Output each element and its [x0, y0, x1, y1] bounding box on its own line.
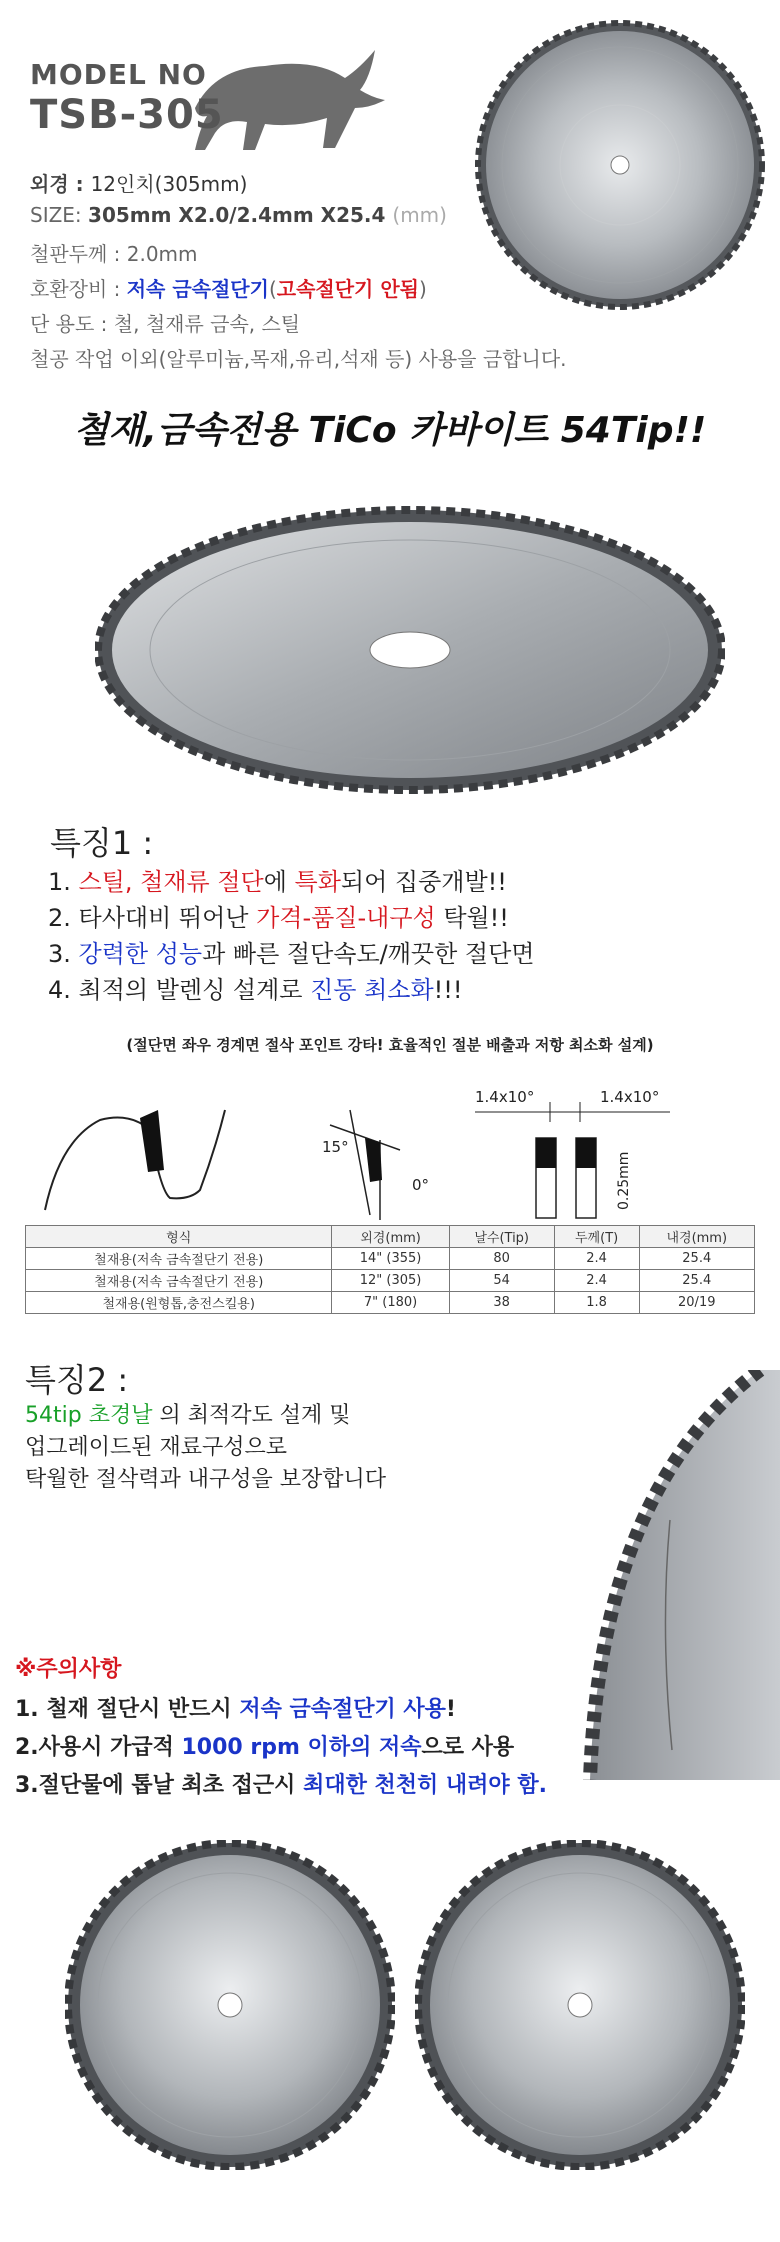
table-cell: 12" (305) — [332, 1270, 449, 1292]
table-header-cell: 형식 — [26, 1226, 332, 1248]
spec-table — [25, 1225, 755, 1314]
feature1-item: 1. 스틸, 철재류 절단에 특화되어 집중개발!! — [48, 868, 507, 896]
feature1-item: 2. 타사대비 뛰어난 가격-품질-내구성 탁월!! — [48, 904, 509, 932]
table-cell: 25.4 — [639, 1270, 754, 1292]
feature1-item: 3. 강력한 성능과 빠른 절단속도/깨끗한 절단면 — [48, 940, 535, 968]
table-cell: 25.4 — [639, 1248, 754, 1270]
depth-label: 0.25mm — [616, 1151, 632, 1210]
bevel-left-label: 1.4x10° — [475, 1088, 535, 1106]
table-header-row — [26, 1226, 755, 1248]
table-row — [26, 1270, 755, 1292]
headline: 철재,금속전용 TiCo 카바이트 54Tip!! — [73, 410, 707, 451]
feature2-title: 특징2 : — [25, 1361, 129, 1399]
angle-0-label: 0° — [412, 1176, 430, 1194]
tooth-geometry-diagram — [40, 1080, 740, 1220]
table-header-cell: 날수(Tip) — [449, 1226, 554, 1248]
spec-thickness: 철판두께 : 2.0mm — [30, 242, 198, 266]
saw-blade-angled-image — [95, 505, 725, 795]
model-label: MODEL NO — [30, 58, 207, 91]
saw-blade-bottom-right-image — [415, 1840, 745, 2170]
feature2-line: 탁월한 절삭력과 내구성을 보장합니다 — [25, 1467, 387, 1492]
caution-item: 2.사용시 가급적 1000 rpm 이하의 저속으로 사용 — [15, 1735, 515, 1760]
table-header-cell: 두께(T) — [554, 1226, 639, 1248]
feature1-item: 4. 최적의 발렌싱 설계로 진동 최소화!!! — [48, 976, 463, 1004]
model-code: TSB-305 — [30, 92, 224, 138]
table-header-cell: 내경(mm) — [639, 1226, 754, 1248]
table-cell: 철재용(원형톱,충전스킬용) — [26, 1292, 332, 1314]
spec-size: SIZE: 305mm X2.0/2.4mm X25.4 (mm) — [30, 203, 447, 227]
spec-compat: 호환장비 : 저속 금속절단기(고속절단기 안됨) — [30, 277, 427, 301]
table-cell: 7" (180) — [332, 1292, 449, 1314]
table-header-cell: 외경(mm) — [332, 1226, 449, 1248]
saw-blade-bottom-left-image — [65, 1840, 395, 2170]
feature2-line: 54tip 초경날 의 최적각도 설계 및 — [25, 1403, 351, 1428]
spec-prohibit: 철공 작업 이외(알루미늄,목재,유리,석재 등) 사용을 금합니다. — [30, 347, 567, 371]
table-row — [26, 1248, 755, 1270]
table-cell: 14" (355) — [332, 1248, 449, 1270]
table-cell: 철재용(저속 금속절단기 전용) — [26, 1248, 332, 1270]
saw-blade-closeup-image — [560, 1370, 780, 1780]
caution-title: ※주의사항 — [15, 1657, 122, 1682]
table-cell: 20/19 — [639, 1292, 754, 1314]
bevel-right-label: 1.4x10° — [600, 1088, 660, 1106]
caution-item: 1. 철재 절단시 반드시 저속 금속절단기 사용! — [15, 1697, 456, 1722]
angle-15-label: 15° — [322, 1138, 349, 1156]
table-cell: 1.8 — [554, 1292, 639, 1314]
table-cell: 철재용(저속 금속절단기 전용) — [26, 1270, 332, 1292]
table-cell: 38 — [449, 1292, 554, 1314]
spec-use: 단 용도 : 철, 철재류 금속, 스틸 — [30, 312, 301, 336]
saw-blade-front-image — [475, 20, 765, 310]
feature2-line: 업그레이드된 재료구성으로 — [25, 1435, 288, 1460]
feature1-title: 특징1 : — [50, 824, 154, 862]
diagram-caption: (절단면 좌우 경계면 절삭 포인트 강타! 효율적인 절분 배출과 저항 최소화 설계) — [126, 1036, 654, 1054]
table-cell: 2.4 — [554, 1248, 639, 1270]
table-row — [26, 1292, 755, 1314]
caution-item: 3.절단물에 톱날 최초 접근시 최대한 천천히 내려야 함. — [15, 1773, 547, 1798]
table-cell: 80 — [449, 1248, 554, 1270]
table-cell: 54 — [449, 1270, 554, 1292]
spec-outer: 외경 : 12인치(305mm) — [30, 172, 248, 196]
table-cell: 2.4 — [554, 1270, 639, 1292]
